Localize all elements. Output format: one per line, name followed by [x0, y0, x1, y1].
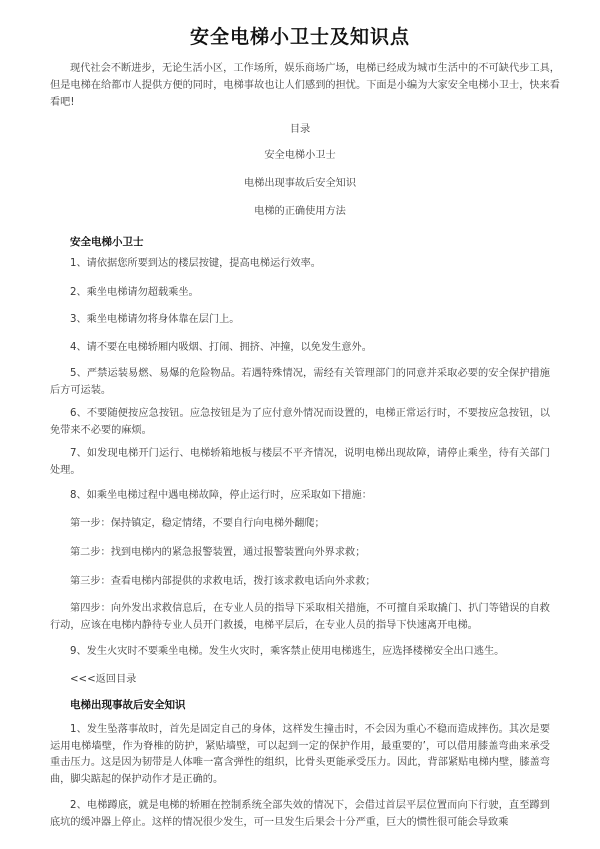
toc-item-elevator-guard[interactable]: 安全电梯小卫士: [264, 150, 336, 161]
intro-paragraph: 现代社会不断进步，无论生活小区，工作场所，娱乐商场广场，电梯已经成为城市生活中的不可缺代步工具，但是电梯在给都市人提供方便的同时，电梯事故也让人们感到的担忧。下面是小编为大家安全电梯小卫士，快来看看吧!: [50, 63, 560, 108]
section1-item: 6、不要随便按应急按钮。应急按钮是为了应付意外情况而设置的，电梯正常运行时，不要按应急按钮，以免带来不必要的麻烦。: [50, 408, 550, 436]
section1-item: 4、请不要在电梯轿厢内吸烟、打闹、拥挤、冲撞，以免发生意外。: [70, 342, 372, 353]
section1-step: 第三步：查看电梯内部提供的求救电话，拨打该求救电话向外求救；: [70, 576, 376, 587]
section2-item: 2、电梯蹲底，就是电梯的轿厢在控制系统全部失效的情况下，会借过首层平层位置而向下行驶，直至蹲到底坑的缓冲器上停止。这样的情况很少发生，可一旦发生后果会十分严重，巨大的惯性很可能会导致乘: [50, 800, 550, 828]
section1-item: 9、发生火灾时不要乘坐电梯。发生火灾时，乘客禁止使用电梯逃生，应选择楼梯安全出口逃生。: [70, 646, 505, 657]
section2-heading: 电梯出现事故后安全知识: [70, 699, 186, 711]
section1-item: 5、严禁运装易燃、易爆的危险物品。若遇特殊情况，需经有关管理部门的同意并采取必要的安全保护措施后方可运装。: [50, 368, 550, 396]
section1-item: 7、如发现电梯开门运行、电梯轿箱地板与楼层不平齐情况，说明电梯出现故障，请停止乘坐，待有关部门处理。: [50, 448, 550, 476]
section1-item: 3、乘坐电梯请勿将身体靠在层门上。: [70, 314, 240, 325]
toc-label: 目录: [289, 124, 311, 135]
toc-item-correct-usage[interactable]: 电梯的正确使用方法: [254, 206, 346, 217]
section1-step: 第四步：向外发出求救信息后，在专业人员的指导下采取相关措施，不可擅自采取撬门、扒门等错误的自救行动，应该在电梯内静待专业人员开门救援，电梯平层后，在专业人员的指导下快速离开电梯。: [50, 603, 550, 631]
section1-step: 第二步：找到电梯内的紧急报警装置，通过报警装置向外界求救；: [70, 547, 366, 558]
section1-heading: 安全电梯小卫士: [70, 236, 144, 248]
back-to-toc-link[interactable]: <<<返回目录: [70, 674, 137, 685]
section1-item: 1、请依据您所要到达的楼层按键，提高电梯运行效率。: [70, 258, 321, 269]
section1-item: 8、如乘坐电梯过程中遇电梯故障，停止运行时，应采取如下措施：: [70, 490, 372, 501]
section1-item: 2、乘坐电梯请勿超载乘坐。: [70, 287, 199, 298]
page-title: 安全电梯小卫士及知识点: [189, 26, 410, 48]
section1-step: 第一步：保持镇定，稳定情绪，不要自行向电梯外翻爬；: [70, 518, 325, 529]
toc-item-accident-safety[interactable]: 电梯出现事故后安全知识: [243, 178, 357, 189]
section2-item: 1、发生坠落事故时，首先是固定自己的身体，这样发生撞击时，不会因为重心不稳而造成摔伤。其次是要运用电梯墙壁，作为脊椎的防护，紧贴墙壁，可以起到一定的保护作用，最重要的’，可以借用膝盖弯曲来承受重击压力。这是因为韧带是人体唯一富含弹性的组织，比骨头更能承受压力。因此，背部紧贴电梯内壁，膝盖弯曲，脚尖踮起的保护动作才是正确的。: [50, 724, 550, 785]
